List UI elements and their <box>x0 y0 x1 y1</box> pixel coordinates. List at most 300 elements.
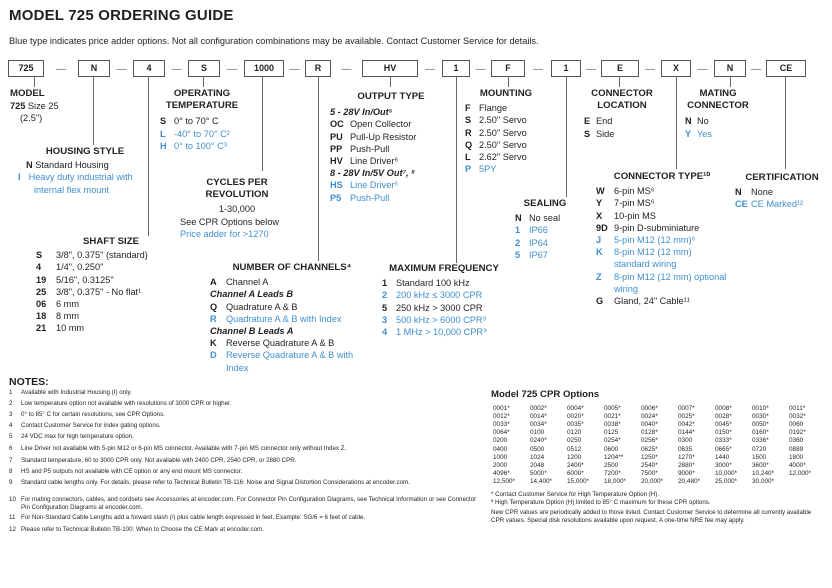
note-item <box>9 422 479 430</box>
connector-type-label: 8-pin M12 (12 mm) optional wiring <box>614 271 727 294</box>
connector-line <box>34 77 35 87</box>
shaft-item <box>36 322 186 334</box>
temp-heading: OPERATING TEMPERATURE <box>165 88 239 112</box>
connector-type-code: 9D <box>596 222 608 233</box>
shaft-label: 3/8", 0.375" (standard) <box>56 250 148 261</box>
cpr-value: 3600* <box>752 461 769 469</box>
connector-line <box>390 77 391 87</box>
code-box: R <box>305 60 331 77</box>
output-code: PU <box>330 131 343 142</box>
code-separator: — <box>341 64 352 75</box>
output-code: P5 <box>330 192 342 203</box>
connector-type-label: 5-pin M12 (12 mm)⁶ <box>614 235 696 246</box>
connector-type-label: Gland, 24" Cable¹¹ <box>614 296 690 307</box>
model-panel <box>10 88 70 125</box>
output-label: Line Driver⁶ <box>350 156 399 167</box>
note-item <box>9 514 479 522</box>
note-item <box>9 411 479 419</box>
mounting-label: 2.50" Servo <box>479 127 527 138</box>
note-text: Standard cable lengths only. For details, please refer to Technical Bulletin TB-116: Noise and Signal Distortion Considerations at encoder.com. <box>21 479 410 486</box>
note-text: For Non-Standard Cable Lengths add a forward slash (/) plus cable length expressed in feet. Example: SG/6 = 6 feet of cable. <box>21 514 366 521</box>
connector-line <box>262 77 263 171</box>
mounting-code: P <box>465 164 472 175</box>
frequency-code: 2 <box>382 290 388 301</box>
connector-type-label: 10-pin MS <box>614 210 656 221</box>
note-number: 1 <box>9 389 13 396</box>
cpr-value: 0025* <box>678 413 695 421</box>
shaft-item <box>36 274 186 286</box>
mounting-item <box>465 102 547 114</box>
cpr-value: 0336* <box>752 437 769 445</box>
mounting-item <box>465 114 547 126</box>
temp-list <box>160 115 256 152</box>
cpr-note: * Contact Customer Service for High Temperature Option (H). <box>491 491 660 498</box>
certification-heading: CERTIFICATION <box>745 172 819 183</box>
note-text: Available with Industrial Housing (I) only. <box>21 389 132 396</box>
note-item <box>9 479 479 487</box>
code-separator: — <box>533 64 543 75</box>
connector-line <box>785 77 786 169</box>
mounting-code: Q <box>465 139 473 150</box>
cpr-value: 0192* <box>789 429 806 437</box>
code-box: S <box>188 60 220 77</box>
connector-location-heading: CONNECTOR LOCATION <box>591 88 653 112</box>
code-separator: — <box>116 64 127 75</box>
code-separator: — <box>645 64 655 75</box>
channel-label: Channel A <box>226 277 269 288</box>
shaft-label: 6 mm <box>56 299 79 310</box>
sealing-label: IP67 <box>529 249 548 260</box>
mounting-list <box>465 102 547 175</box>
code-box: X <box>661 60 691 77</box>
temp-code: H <box>160 140 167 151</box>
cpr-value: 0005* <box>604 405 621 412</box>
page-title: MODEL 725 ORDERING GUIDE <box>9 7 234 24</box>
note-text: Low temperature option not available with resolutions of 3000 CPR or higher. <box>21 400 232 407</box>
note-number: 9 <box>9 479 13 486</box>
code-separator: — <box>227 64 237 75</box>
shaft-item <box>36 249 186 261</box>
shaft-heading: SHAFT SIZE <box>83 236 139 247</box>
connector-line <box>676 77 677 169</box>
shaft-label: 5/16", 0.3125" <box>56 274 114 285</box>
code-box: 1000 <box>244 60 284 77</box>
frequency-code: 4 <box>382 327 388 338</box>
output-group: 8 - 28V In/5V Out⁷, ⁸ <box>330 168 415 179</box>
cpr-value: 0889 <box>789 445 804 453</box>
note-item <box>9 496 479 512</box>
code-separator: — <box>425 64 435 75</box>
note-text: For mating connectors, cables, and cordsets see Accessories at encoder.com. For Connector Pin Configuration Diagrams, see Technical Information or see Connector Pin Configuration Diagrams at encoder.com. <box>21 496 477 511</box>
cpr-value: 0032* <box>789 413 806 421</box>
output-label: Push-Pull <box>350 192 390 203</box>
note-text: Please refer to Technical Bulletin TB-100: When to Choose the CE Mark at encoder.com. <box>21 526 264 533</box>
mounting-label: 2.50" Servo <box>479 115 527 126</box>
shaft-list <box>36 249 186 334</box>
sealing-label: No seal <box>529 213 561 224</box>
note-text: Standard temperature, 60 to 3000 CPR only. Not available with 2400 CPR, 2540 CPR, or 2880 CPR. <box>21 457 297 464</box>
housing-heading: HOUSING STYLE <box>45 146 125 157</box>
mounting-heading: MOUNTING <box>479 88 533 99</box>
frequency-item <box>382 289 506 301</box>
note-number: 3 <box>9 411 13 418</box>
connector-type-label: 8-pin M12 (12 mm) standard wiring <box>614 247 692 270</box>
cpr-value: 0006* <box>641 405 658 412</box>
mounting-item <box>465 139 547 151</box>
cpr-value: 0033* <box>493 421 510 429</box>
housing-style-panel: HOUSING STYLE N Standard Housing I Heavy duty industrial with internal flex mount <box>26 146 144 196</box>
shaft-size-panel <box>36 236 186 335</box>
shaft-code: 19 <box>36 274 47 285</box>
cpr-value: 0150* <box>715 429 732 437</box>
cpr-value: 0024* <box>641 413 658 421</box>
note-text: HS and P5 outputs not available with CE option or any end mount MS connector. <box>21 468 243 475</box>
frequency-code: 1 <box>382 278 388 289</box>
cycles-per-revolution-panel <box>180 177 294 240</box>
cpr-value: 2880* <box>678 461 695 469</box>
cpr-value: 2500 <box>604 461 619 469</box>
frequency-label: 250 kHz > 3000 CPR <box>396 302 483 313</box>
note-item <box>9 468 479 476</box>
cpr-value: 2540* <box>641 461 658 469</box>
note-number: 12 <box>9 526 16 533</box>
output-code: PP <box>330 143 343 154</box>
operating-temperature-panel <box>160 88 256 152</box>
cpr-value: 0007* <box>678 405 695 412</box>
cpr-value: 0635 <box>678 445 693 453</box>
cpr-value: 25,000* <box>715 477 738 485</box>
cpr-value: 1270* <box>678 453 695 461</box>
cpr-value: 1024 <box>530 453 545 461</box>
note-text: 0° to 85° C for certain resolutions, see CPR Options. <box>21 411 165 418</box>
cpr-value: 0400 <box>493 445 508 453</box>
cpr-value: 0625* <box>641 445 658 453</box>
cpr-value: 0050* <box>752 421 769 429</box>
connector-type-item <box>596 197 728 209</box>
cpr-value: 12,000* <box>789 469 812 477</box>
cpr-value: 7200* <box>604 469 621 477</box>
code-box: 4 <box>133 60 165 77</box>
note-item <box>9 400 479 408</box>
channel-code: R <box>210 313 217 324</box>
mounting-label: 2.50" Servo <box>479 139 527 150</box>
note-item <box>9 457 479 465</box>
cpr-value: 0064* <box>493 429 510 437</box>
note-text: Line Driver not available with 5-pin M12 or 6-pin MS connector. Available with 7-pin MS connector only without Index Z. <box>21 445 347 452</box>
cpr-value: 0030* <box>752 413 769 421</box>
channel-label: Reverse Quadrature A & B <box>226 338 335 349</box>
output-label: Line Driver⁶ <box>350 180 399 191</box>
frequency-label: 200 kHz ≤ 3000 CPR <box>396 290 483 301</box>
mounting-code: R <box>465 127 472 138</box>
temp-code: L <box>160 128 166 139</box>
cpr-value: 0254* <box>604 437 621 445</box>
connector-type-item <box>596 295 728 307</box>
note-number: 2 <box>9 400 13 407</box>
cpr-value: 0060 <box>789 421 804 429</box>
shaft-code: 18 <box>36 311 47 322</box>
shaft-code: 25 <box>36 286 47 297</box>
connector-type-item <box>596 185 728 197</box>
output-label: Push-Pull <box>350 143 390 154</box>
temp-label: -40° to 70° C² <box>174 128 230 139</box>
cpr-value: 2048 <box>530 461 545 469</box>
mating-heading: MATING CONNECTOR <box>687 88 749 112</box>
cpr-value: 0045* <box>715 421 732 429</box>
connector-line <box>566 77 567 197</box>
mounting-code: L <box>465 152 471 163</box>
code-separator: — <box>751 64 761 75</box>
channel-code: K <box>210 338 217 349</box>
channel-label: Quadrature A & B <box>226 301 298 312</box>
sealing-item <box>515 237 575 249</box>
frequency-label: 500 kHz > 6000 CPR⁹ <box>396 314 487 325</box>
temp-label: 0° to 100° C³ <box>174 140 227 151</box>
connector-type-item <box>596 222 728 234</box>
mating-connector-panel <box>685 88 751 140</box>
note-item <box>9 526 479 534</box>
connector-type-heading: CONNECTOR TYPE¹⁰ <box>613 171 711 182</box>
code-box: HV <box>362 60 418 77</box>
shaft-label: 8 mm <box>56 311 79 322</box>
temp-item <box>160 140 256 152</box>
code-separator: — <box>697 64 708 75</box>
cpr-value: 0012* <box>493 413 510 421</box>
shaft-item <box>36 298 186 310</box>
cpr-value: 0160* <box>752 429 769 437</box>
channel-label: Quadrature A & B with Index <box>226 313 342 324</box>
temp-item <box>160 115 256 127</box>
output-heading: OUTPUT TYPE <box>357 91 425 102</box>
channels-heading: NUMBER OF CHANNELS⁴ <box>232 262 352 273</box>
cpr-value: 1250* <box>641 453 658 461</box>
output-group: 5 - 28V In/Out⁵ <box>330 107 393 118</box>
mounting-item <box>465 163 547 175</box>
code-box: 1 <box>551 60 581 77</box>
cpr-value: 0120 <box>567 429 582 437</box>
note-number: 10 <box>9 496 16 503</box>
connector-type-panel <box>596 171 728 307</box>
notes-heading: NOTES: <box>9 376 49 388</box>
cpr-value: 2000 <box>493 461 508 469</box>
cpr-value: 0100 <box>530 429 545 437</box>
frequency-code: 5 <box>382 302 388 313</box>
code-box: 1 <box>442 60 470 77</box>
certification-code: N <box>735 187 742 198</box>
cpr-value: 0360 <box>789 437 804 445</box>
cpr-value: 0512 <box>567 445 582 453</box>
cpr-value: 0250 <box>567 437 582 445</box>
cpr-value: 0040* <box>641 421 658 429</box>
connector-line <box>508 77 509 87</box>
connector-location-label: Side <box>596 128 615 139</box>
cpr-value: 0500 <box>530 445 545 453</box>
channel-code: A <box>210 277 217 288</box>
connector-location-code: S <box>584 128 591 139</box>
cpr-value: 0042* <box>678 421 695 429</box>
cpr-value: 0028* <box>715 413 732 421</box>
certification-label: None <box>751 187 773 198</box>
mounting-panel <box>465 88 547 175</box>
connector-type-code: X <box>596 210 603 221</box>
connector-line <box>93 77 94 145</box>
cpr-note: ª High Temperature Option (H) limited to 85° C maximum for these CPR options. <box>491 499 711 506</box>
shaft-code: 21 <box>36 323 47 334</box>
connector-type-label: 9-pin D-subminiature <box>614 222 700 233</box>
output-label: Pull-Up Resistor <box>350 131 417 142</box>
cpr-value: 0008* <box>715 405 732 412</box>
note-number: 11 <box>9 514 16 521</box>
mounting-item <box>465 151 547 163</box>
frequency-item <box>382 326 506 338</box>
mounting-code: S <box>465 115 472 126</box>
frequency-label: Standard 100 kHz <box>396 278 470 289</box>
mating-label: No <box>697 116 709 127</box>
cycles-range: 1-30,000 <box>218 204 256 215</box>
note-number: 5 <box>9 433 13 440</box>
code-separator: — <box>289 64 300 75</box>
note-number: 4 <box>9 422 13 429</box>
note-text: 24 VDC max for high temperature option. <box>21 433 134 440</box>
channel-group: Channel B Leads A <box>210 326 294 337</box>
note-text: Contact Customer Service for index gating options. <box>21 422 161 429</box>
note-number: 7 <box>9 457 13 464</box>
connector-type-label: 6-pin MS⁶ <box>614 186 655 197</box>
connector-type-code: K <box>596 247 603 258</box>
connector-type-item <box>596 271 728 295</box>
cpr-value: 0020* <box>567 413 584 421</box>
cpr-value: 0256* <box>641 437 658 445</box>
channel-code: Q <box>210 301 218 312</box>
code-box: F <box>491 60 525 77</box>
sealing-list <box>515 212 575 261</box>
page-subtitle: Blue type indicates price adder options. Not all configuration combinations may be available. Contact Customer Service for details. <box>9 36 539 46</box>
cpr-value: 0035* <box>567 421 584 429</box>
housing-code: N <box>26 160 33 171</box>
note-number: 6 <box>9 445 13 452</box>
note-item <box>9 433 479 441</box>
cpr-value: 20,480* <box>678 477 701 485</box>
code-separator: — <box>171 64 182 75</box>
code-box: E <box>601 60 639 77</box>
cpr-value: 12,500* <box>493 477 516 485</box>
cpr-value: 15,000* <box>567 477 590 485</box>
cpr-value: 1500 <box>752 453 767 461</box>
frequency-item <box>382 314 506 326</box>
certification-label: CE Marked¹² <box>751 199 804 210</box>
connector-type-list <box>596 185 728 307</box>
cpr-value: 0144* <box>678 429 695 437</box>
frequency-label: 1 MHz > 10,000 CPR⁹ <box>396 327 488 338</box>
temp-item <box>160 128 256 140</box>
connector-line <box>730 77 731 87</box>
cpr-value: 0010* <box>752 405 769 412</box>
note-number: 8 <box>9 468 13 475</box>
output-label: Open Collector <box>350 119 412 130</box>
shaft-label: 3/8", 0.375" - No flat¹ <box>56 286 142 297</box>
sealing-label: IP64 <box>529 237 548 248</box>
frequency-heading: MAXIMUM FREQUENCY <box>389 263 499 274</box>
cpr-options-title: Model 725 CPR Options <box>491 389 600 400</box>
sealing-panel <box>515 198 575 261</box>
cpr-value: 7500* <box>641 469 658 477</box>
cpr-value: 0034* <box>530 421 547 429</box>
cpr-value: 0665* <box>715 445 732 453</box>
cpr-value: 4096* <box>493 469 510 477</box>
model-size: Size 25 <box>27 101 59 112</box>
cpr-value: 0002* <box>530 405 547 412</box>
shaft-code: S <box>36 250 43 261</box>
cpr-value: 10,240* <box>752 469 775 477</box>
shaft-item <box>36 261 186 273</box>
sealing-code: 5 <box>515 249 521 260</box>
cpr-value: 5000* <box>530 469 547 477</box>
shaft-label: 10 mm <box>56 323 85 334</box>
cycles-price-adder: Price adder for >1270 <box>180 228 269 239</box>
cpr-value: 10,000* <box>715 469 738 477</box>
output-type-panel <box>330 91 452 204</box>
output-code: HV <box>330 156 343 167</box>
sealing-code: 2 <box>515 237 521 248</box>
output-code: HS <box>330 180 343 191</box>
maximum-frequency-panel <box>382 263 506 338</box>
certification-code: CE <box>735 199 748 210</box>
mounting-code: F <box>465 103 471 114</box>
sealing-item <box>515 249 575 261</box>
note-item <box>9 445 479 453</box>
channel-group: Channel A Leads B <box>210 289 294 300</box>
mounting-label: 5PY <box>479 164 497 175</box>
cpr-value: 0021* <box>604 413 621 421</box>
cpr-value: 4000* <box>789 461 806 469</box>
connector-type-item <box>596 234 728 246</box>
cpr-value: 0128* <box>641 429 658 437</box>
channel-label: Reverse Quadrature A & B with Index <box>226 350 354 373</box>
number-of-channels-panel <box>210 262 374 374</box>
code-box: CE <box>766 60 806 77</box>
connector-line <box>148 77 149 237</box>
channel-code: D <box>210 350 217 361</box>
cpr-value: 1440 <box>715 453 730 461</box>
cpr-value: 0125 <box>604 429 619 437</box>
model-inch: (2.5") <box>20 113 43 124</box>
connector-line <box>318 77 319 261</box>
connector-type-code: W <box>596 186 605 197</box>
frequency-item <box>382 277 506 289</box>
connector-type-label: 7-pin MS⁶ <box>614 198 655 209</box>
mating-code: N <box>685 116 692 127</box>
connector-line <box>203 77 204 87</box>
shaft-code: 06 <box>36 299 47 310</box>
cpr-value: 0600 <box>604 445 619 453</box>
cycles-heading: CYCLES PER REVOLUTION <box>205 177 269 201</box>
cpr-value: 1200 <box>567 453 582 461</box>
connector-type-item <box>596 246 728 270</box>
connector-type-code: J <box>596 235 602 246</box>
cpr-value: 18,000* <box>604 477 627 485</box>
sealing-label: IP66 <box>529 225 548 236</box>
connector-location-label: End <box>596 116 613 127</box>
code-box: N <box>714 60 746 77</box>
mating-code: Y <box>685 128 692 139</box>
connector-line <box>619 77 620 87</box>
sealing-code: 1 <box>515 225 521 236</box>
connector-location-code: E <box>584 116 591 127</box>
code-separator: — <box>586 64 596 75</box>
cpr-value: 1800 <box>789 453 804 461</box>
model-code: 725 <box>10 101 26 112</box>
model-heading: MODEL <box>10 88 45 99</box>
